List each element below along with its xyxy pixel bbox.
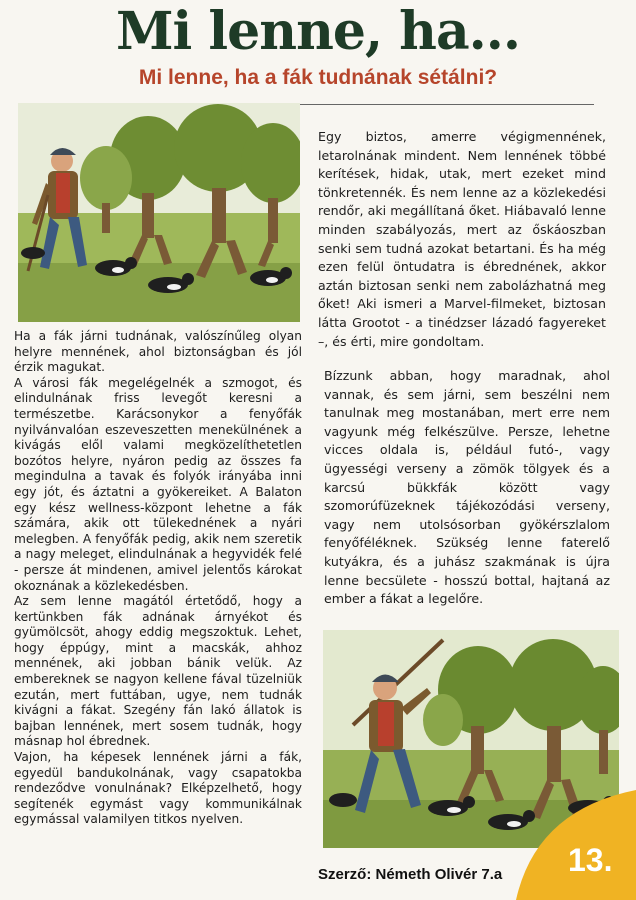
author-credit: Szerző: Németh Olivér 7.a [318,866,503,883]
page-number: 13. [568,842,613,878]
left-text-column [14,329,302,828]
walking-trees-illustration-top [18,103,300,322]
article-subtitle: Mi lenne, ha a fák tudnának sétálni? [138,66,498,89]
right-text-block-1 [318,128,606,351]
right-text-block-2 [324,367,610,609]
page-title: Mi lenne, ha... [116,1,520,62]
paragraph: Vajon, ha képesek lennének járni a fák, egyedül bandukolnának, vagy csapatokba rendeződve vonulnának? Elképzelhető, hogy segítenék egymást vagy kommunikálnak egymással valamilyen titkos nyelven. [14,750,302,827]
paragraph: Egy biztos, amerre végigmennének, letarolnának mindent. Nem lennének többé kerítések, hidak, utak, mert ezeket mind tönkretennék. És nem lenne az a közlekedési rendőr, aki megállítaná őket. Hiábavaló lenne minden szabályozás, mert az őskáoszban senki sem tudná azokat betartani. És ha még ezen felül öntudatra is ébrednének, akkor aztán biztosan senki nem zabolázhatná meg őket! Aki ismeri a Marvel-filmeket, biztosan látta Grootot - a tinédzser lázadó fagyereket –, és érti, mire gondoltam. [318,129,606,349]
paragraph: Bízzunk abban, hogy maradnak, ahol vannak, és sem járni, sem beszélni nem tanulnak meg mostanában, mert erre nem vagyunk még felkészülve. Persze, lehetne vicces oldala is, például futó-, vagy ügyességi verseny a zömök tölgyek és a karcsú bükkfák között vagy szomorúfüzeknek tájékozódási verseny, vagy nem utolsósorban gyökérszlalom fenyőféléknek. Szükség lenne faterelő kutyákra, és a juhász szakmának is újra lenne becsülete - hosszú bottal, hajtaná az ember a fákat a legelőre. [324,368,610,607]
paragraph: A városi fák megelégelnék a szmogot, és elindulnának friss levegőt keresni a természetbe. Karácsonykor a fenyőfák nyilvánvalóan eszeveszetten menekülnének a kivágás elől valami megközelíthetetlen bozótos helyre, nyáron pedig az összes fa megindulna a tavak és folyók irányába inni egy jót, és áztatni a gyökereiket. A Balaton egy kész wellness-központ lehetne a fák számára, akik ott tülekednének a nyári melegben. A fenyőfák pedig, akik nem szeretik a nagy meleget, elindulnának a hegyvidék felé - persze át mindenen, amivel jelentős károkat okoznának a közlekedésben. [14,375,302,593]
paragraph: Ha a fák járni tudnának, valószínűleg olyan helyre mennének, ahol biztonságban és jól érzik magukat. [14,329,302,375]
page-corner-decoration [496,790,636,900]
paragraph: Az sem lenne magától értetődő, hogy a kertünkben fák adnának árnyékot és gyümölcsöt, ahogy eddig megszoktuk. Lehet, hogy éppúgy, mint a macskák, ahhoz mennének, aki jobban bánik velük. Az embereknek se nagyon kellene fával tüzelniük ezután, mert futtában, ugye, nem tudnák kivágni a fákat. Szegény fán lakó állatok is bajban lennének, mert sosem tudnák, hogy másnap hol ébrednek. [14,594,302,749]
